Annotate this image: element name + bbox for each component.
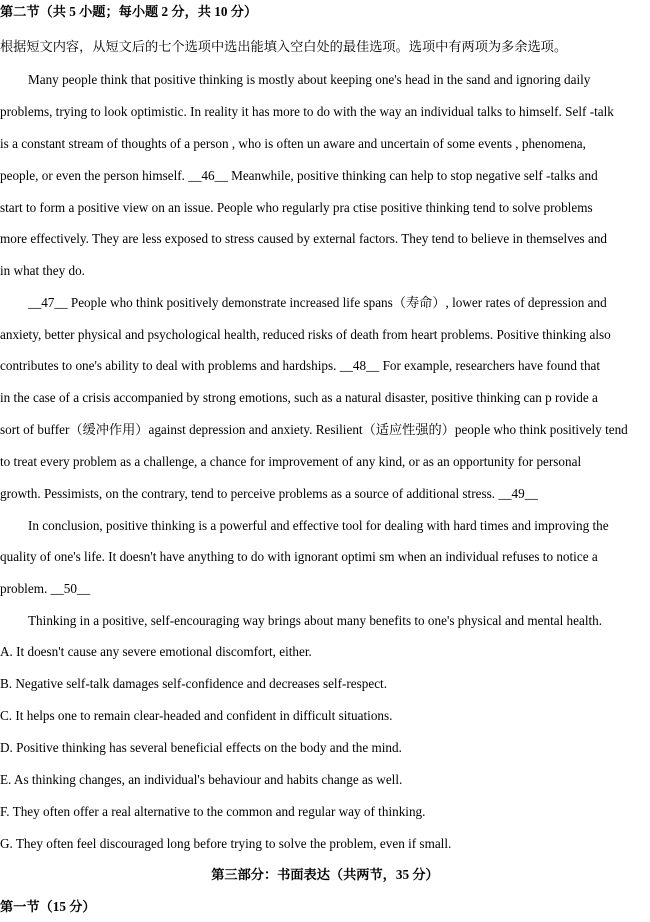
option-a: A. It doesn't cause any severe emotional discomfort, either.	[0, 644, 312, 659]
text-line: anxiety, better physical and psychological health, reduced risks of death from heart problems. Positive thinking also	[0, 327, 611, 342]
text-segment: growth. Pessimists, on the contrary, tend to perceive problems as a source of additional stress.	[0, 486, 496, 501]
section-header: 第二节（共 5 小题；每小题 2 分，共 10 分）	[0, 4, 258, 19]
text-line	[0, 357, 600, 375]
text-line: problems, trying to look optimistic. In reality it has more to do with the way an individual talks to himself. Self -talk	[0, 104, 614, 119]
text-line	[0, 167, 598, 185]
option-d: D. Positive thinking has several beneficial effects on the body and the mind.	[0, 740, 402, 755]
blank-47: __47__	[28, 295, 68, 310]
text-line: start to form a positive view on an issue. People who regularly pra ctise positive thinking tend to solve problems	[0, 200, 593, 215]
text-line: Many people think that positive thinking is mostly about keeping one's head in the sand and ignoring daily	[28, 72, 591, 87]
text-line: quality of one's life. It doesn't have anything to do with ignorant optimi sm when an individual refuses to notice a	[0, 549, 598, 564]
part3-header: 第三部分：书面表达（共两节，35 分）	[211, 867, 439, 882]
text-line: Thinking in a positive, self-encouraging way brings about many benefits to one's physical and mental health.	[28, 613, 603, 628]
option-e: E. As thinking changes, an individual's behaviour and habits change as well.	[0, 772, 403, 787]
text-segment: people, or even the person himself.	[0, 168, 185, 183]
text-line: In conclusion, positive thinking is a powerful and effective tool for dealing with hard times and improving the	[28, 518, 609, 533]
option-f: F. They often offer a real alternative to the common and regular way of thinking.	[0, 804, 426, 819]
text-segment: For example, researchers have found that	[382, 358, 601, 373]
text-line: is a constant stream of thoughts of a person , who is often un aware and uncertain of some events , phenomena,	[0, 136, 586, 151]
text-segment: contributes to one's ability to deal with problems and hardships.	[0, 358, 337, 373]
text-line	[0, 485, 538, 503]
text-line	[0, 580, 90, 598]
text-line: more effectively. They are less exposed to stress caused by external factors. They tend to believe in themselves and	[0, 231, 608, 246]
text-line: to treat every problem as a challenge, a chance for improvement of any kind, or as an opportunity for personal	[0, 454, 582, 469]
blank-46: __46__	[188, 168, 228, 183]
option-b: B. Negative self-talk damages self-confidence and decreases self-respect.	[0, 676, 388, 691]
text-line: in the case of a crisis accompanied by strong emotions, such as a natural disaster, positive thinking can p rovide a	[0, 390, 598, 405]
option-g: G. They often feel discouraged long before trying to solve the problem, even if small.	[0, 836, 452, 851]
option-c: C. It helps one to remain clear-headed and confident in difficult situations.	[0, 708, 393, 723]
section1-header: 第一节（15 分）	[0, 899, 96, 914]
text-line: sort of buffer（缓冲作用）against depression and anxiety. Resilient（适应性强的）people who think positively tend	[0, 422, 628, 437]
blank-49: __49__	[498, 486, 538, 501]
blank-48: __48__	[339, 358, 380, 373]
text-segment: problem.	[0, 581, 48, 596]
text-segment: Meanwhile, positive thinking can help to stop negative self -talks and	[231, 168, 598, 183]
blank-50: __50__	[50, 581, 91, 596]
text-segment: People who think positively demonstrate increased life spans（寿命）, lower rates of depression and	[70, 295, 607, 310]
text-line: in what they do.	[0, 263, 85, 278]
text-line	[28, 294, 607, 312]
instruction-text: 根据短文内容，从短文后的七个选项中选出能填入空白处的最佳选项。选项中有两项为多余选项。	[0, 39, 568, 54]
